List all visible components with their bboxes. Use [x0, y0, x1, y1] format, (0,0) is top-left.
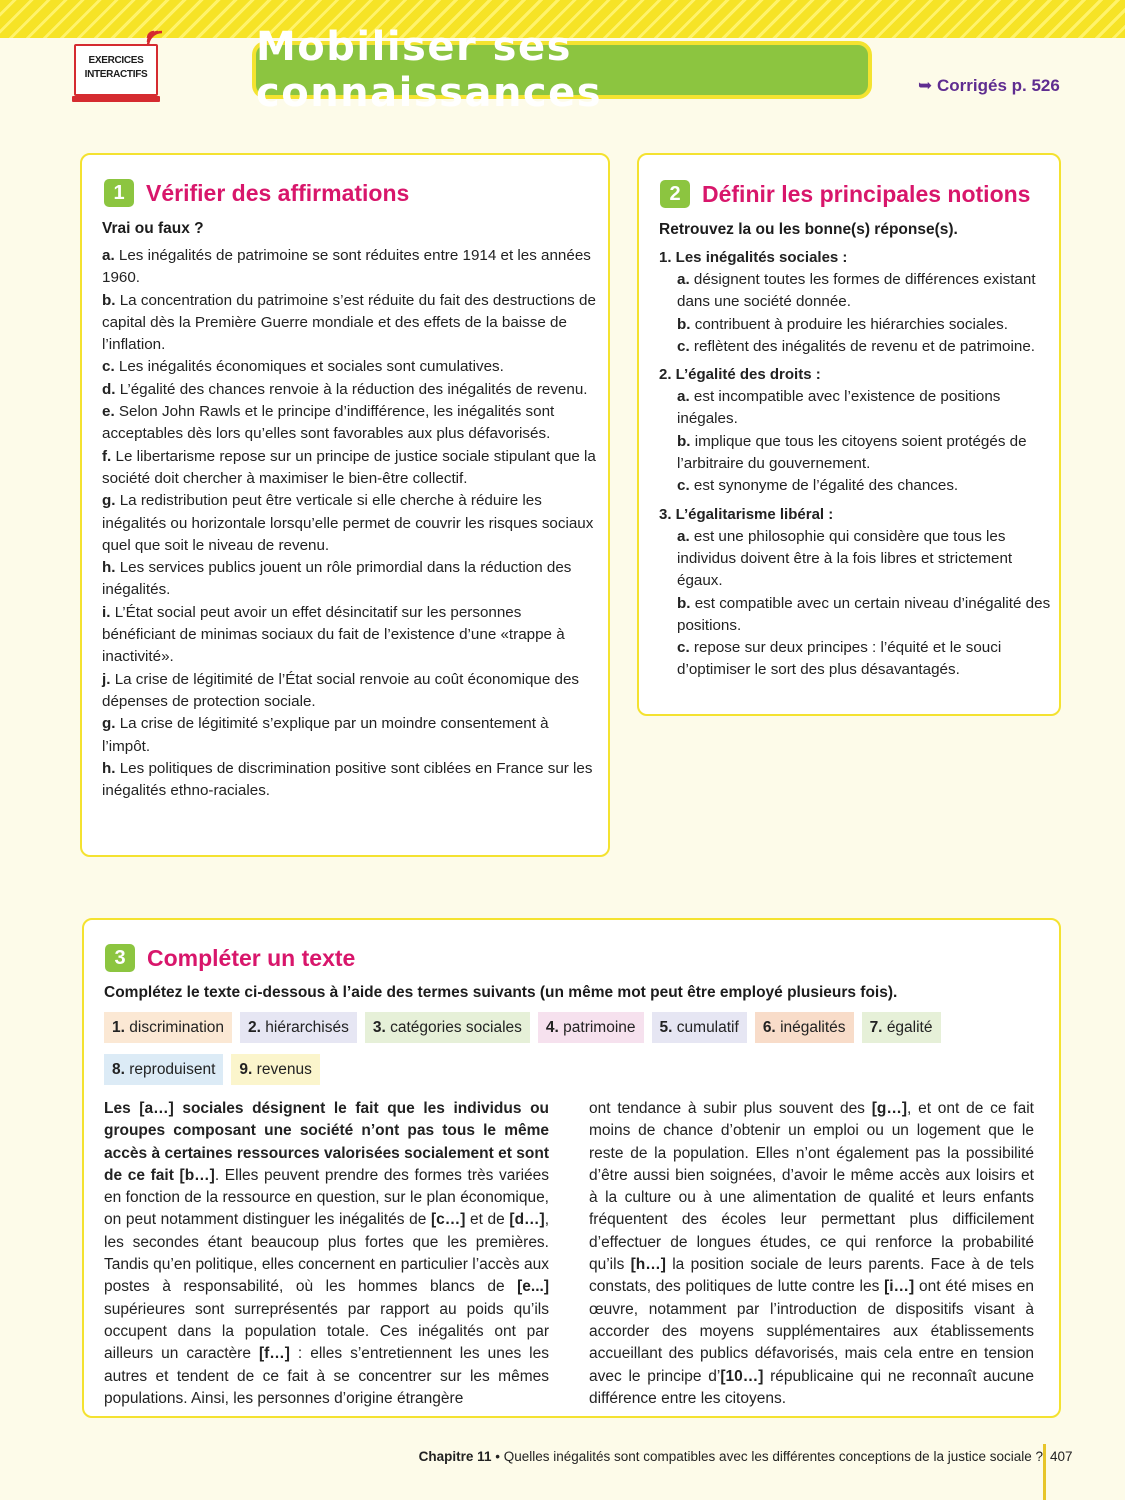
- blank-b: [b…]: [179, 1166, 215, 1184]
- exercise-1-header: [104, 179, 409, 207]
- statement-item: e. Selon John Rawls et le principe d’indifférence, les inégalités sont acceptables dès lors qu’elles sont favorables aux plus défavorisés.: [102, 403, 555, 443]
- badge-line-1: EXERCICES: [88, 55, 144, 66]
- statement-item: a. Les inégalités de patrimoine se sont réduites entre 1914 et les années 1960.: [102, 247, 591, 287]
- footer-chapter: Chapitre 11: [418, 1449, 492, 1464]
- signal-icon: [146, 28, 168, 50]
- exercise-1-number: 1: [104, 179, 134, 207]
- exercise-2-box: [637, 153, 1061, 716]
- statement-item: g. La crise de légitimité s’explique par un moindre consentement à l’impôt.: [102, 715, 549, 755]
- answer-option[interactable]: a. est une philosophie qui considère que tous les individus doivent être à la fois libres et strictement égaux.: [677, 527, 1013, 590]
- statement-item: j. La crise de légitimité de l’État social renvoie au coût économique des dépenses de protection sociale.: [102, 670, 580, 710]
- exercise-3-box: [82, 918, 1061, 1418]
- answer-option[interactable]: c. repose sur deux principes : l’équité et le souci d’optimiser le sort des plus désavantagés.: [677, 639, 1002, 679]
- exercise-1-title: Vérifier des affirmations: [146, 179, 410, 206]
- answer-option[interactable]: a. est incompatible avec l’existence de positions inégales.: [677, 388, 1001, 428]
- blank-c: [c…]: [430, 1211, 466, 1229]
- blank-i: [i…]: [884, 1278, 915, 1296]
- statement-item: i. L’État social peut avoir un effet désincitatif sur les personnes bénéficiant de minimas sociaux du fait de l’existence d’une «trappe à inactivité».: [102, 603, 565, 666]
- statement-item: g. La redistribution peut être verticale si elle cherche à réduire les inégalités ou horizontale lorsqu’elle permet de couvrir les risques sociaux quel que soit le niveau de revenu.: [102, 492, 594, 554]
- page-title: Mobiliser ses connaissances: [256, 24, 603, 116]
- corriges-link[interactable]: [918, 76, 1060, 96]
- blank-10: [10…]: [720, 1367, 764, 1385]
- answer-option[interactable]: a. désignent toutes les formes de différences existant dans une société donnée.: [677, 271, 1036, 311]
- exercise-3-header: [105, 944, 355, 972]
- laptop-base-icon: [72, 96, 160, 102]
- page-title-banner: [252, 24, 872, 116]
- cloze-column-1: Les [a…] sociales désignent le fait que les individus ou groupes composant une société n’ont pas tous le même accès à certaines ressources valorisées socialement et sont de ce fait [b…]. Elles peuvent prendre des formes très variées en fonction de la ressource en question, sur le plan économique, on peut notamment distinguer les inégalités de [c…] et de [d…], les secondes étant beaucoup plus fortes que les premières. Tandis qu’en politique, elles concernent en particulier l’accès aux postes à responsabilité, où les hommes blancs de [e...] supérieures sont surreprésentés par rapport au poids qu’ils occupent dans la population totale. Ces inégalités ont par ailleurs un caractère [f…] : elles s’entretiennent les unes les autres et tendent de ce fait à se concentrer sur les mêmes populations. Ainsi, les personnes d’origine étrangère: [104, 1100, 550, 1407]
- question-block: [659, 364, 1054, 497]
- question-block: [659, 504, 1054, 682]
- exercise-3-title: Compléter un texte: [147, 944, 356, 971]
- term-chip: 1. discrimination: [104, 1012, 232, 1043]
- term-chip: 6. inégalités: [755, 1012, 854, 1043]
- page-footer: Chapitre 11 • Quelles inégalités sont compatibles avec les différentes conceptions de la justice sociale ?: [418, 1449, 1043, 1464]
- blank-e: [e...]: [517, 1278, 549, 1296]
- statement-item: b. La concentration du patrimoine s’est réduite du fait des destructions de capital dès la Première Guerre mondiale et des effets de la baisse de l’inflation.: [102, 291, 596, 354]
- answer-option[interactable]: b. contribuent à produire les hiérarchies sociales.: [677, 315, 1008, 333]
- interactive-exercises-badge[interactable]: [74, 44, 158, 96]
- blank-h: [h…]: [630, 1256, 666, 1274]
- term-chip: 9. revenus: [231, 1054, 319, 1085]
- statement-item: h. Les services publics jouent un rôle primordial dans la réduction des inégalités.: [102, 559, 572, 599]
- badge-line-2: INTERACTIFS: [84, 69, 148, 80]
- exercise-2-number: 2: [660, 180, 690, 208]
- term-list: [104, 1012, 1034, 1085]
- blank-d: [d…]: [509, 1211, 545, 1229]
- cloze-text: [104, 1098, 1034, 1410]
- blank-g: [g…]: [871, 1100, 908, 1117]
- statement-list: [102, 245, 597, 802]
- exercise-3-number: 3: [105, 944, 135, 972]
- answer-option[interactable]: c. reflètent des inégalités de revenu et de patrimoine.: [677, 337, 1035, 355]
- exercise-1-box: [80, 153, 610, 857]
- term-chip: 7. égalité: [862, 1012, 941, 1043]
- answer-option[interactable]: c. est synonyme de l’égalité des chances.: [677, 477, 959, 495]
- exercise-3-instruction: Complétez le texte ci-dessous à l’aide des termes suivants (un même mot peut être employé plusieurs fois).: [104, 984, 898, 1001]
- exercise-2-title: Définir les principales notions: [702, 180, 1031, 207]
- term-chip: 4. patrimoine: [538, 1012, 644, 1043]
- exercise-1-instruction: Vrai ou faux ?: [102, 220, 204, 237]
- answer-option[interactable]: b. est compatible avec un certain niveau d’inégalité des positions.: [677, 594, 1051, 634]
- term-chip: 8. reproduisent: [104, 1054, 223, 1085]
- question-block: [659, 247, 1054, 358]
- footer-question: Quelles inégalités sont compatibles avec les différentes conceptions de la justice sociale ?: [503, 1449, 1043, 1464]
- statement-item: h. Les politiques de discrimination positive sont ciblées en France sur les inégalités ethno-raciales.: [102, 759, 593, 800]
- term-chip: 3. catégories sociales: [365, 1012, 530, 1043]
- question-label: 3. L’égalitarisme libéral :: [659, 505, 834, 523]
- corriges-label: Corrigés p. 526: [936, 76, 1060, 95]
- statement-item: d. L’égalité des chances renvoie à la réduction des inégalités de revenu.: [102, 380, 588, 398]
- term-chip: 2. hiérarchisés: [240, 1012, 357, 1043]
- cloze-column-2: ont tendance à subir plus souvent des [g…], et ont de ce fait moins de chance d’obtenir un emploi ou un logement que le reste de la population. Elles n’ont également pas la possibilité d’être aussi bien soignées, d’avoir le même accès aux loisirs et à la culture ou à une alimentation de qualité et leurs enfants fréquentent des écoles leur permettant plus difficilement d’effectuer de longues études, ce qui renforce la probabilité qu’ils [h…] la position sociale de leurs parents. Face à de tels constats, des politiques de lutte contre les [i…] ont été mises en œuvre, notamment par l’introduction de dispositifs visant à accorder des moyens supplémentaires aux établissements accueillant des publics défavorisés, mais cela entre en tension avec le principe d’[10…] républicaine qui ne reconnaît aucune différence entre les citoyens.: [589, 1100, 1034, 1407]
- statement-item: f. Le libertarisme repose sur un principe de justice sociale stipulant que la société doit chercher à maximiser le bien-être collectif.: [102, 447, 596, 487]
- exercise-2-header: [660, 180, 1030, 208]
- question-label: 1. Les inégalités sociales :: [659, 249, 848, 266]
- arrow-right-icon: ➥: [918, 76, 933, 95]
- term-chip: 5. cumulatif: [652, 1012, 747, 1043]
- blank-a: [a…]: [139, 1100, 174, 1117]
- statement-item: c. Les inégalités économiques et sociales sont cumulatives.: [102, 358, 504, 376]
- footer-divider: [1043, 1444, 1046, 1500]
- exercise-2-instruction: Retrouvez la ou les bonne(s) réponse(s).: [659, 221, 958, 238]
- question-list: [659, 247, 1054, 688]
- question-label: 2. L’égalité des droits :: [659, 366, 821, 384]
- answer-option[interactable]: b. implique que tous les citoyens soient protégés de l’arbitraire du gouvernement.: [677, 432, 1027, 473]
- page-number: 407: [1050, 1449, 1073, 1464]
- blank-f: [f…]: [258, 1345, 290, 1363]
